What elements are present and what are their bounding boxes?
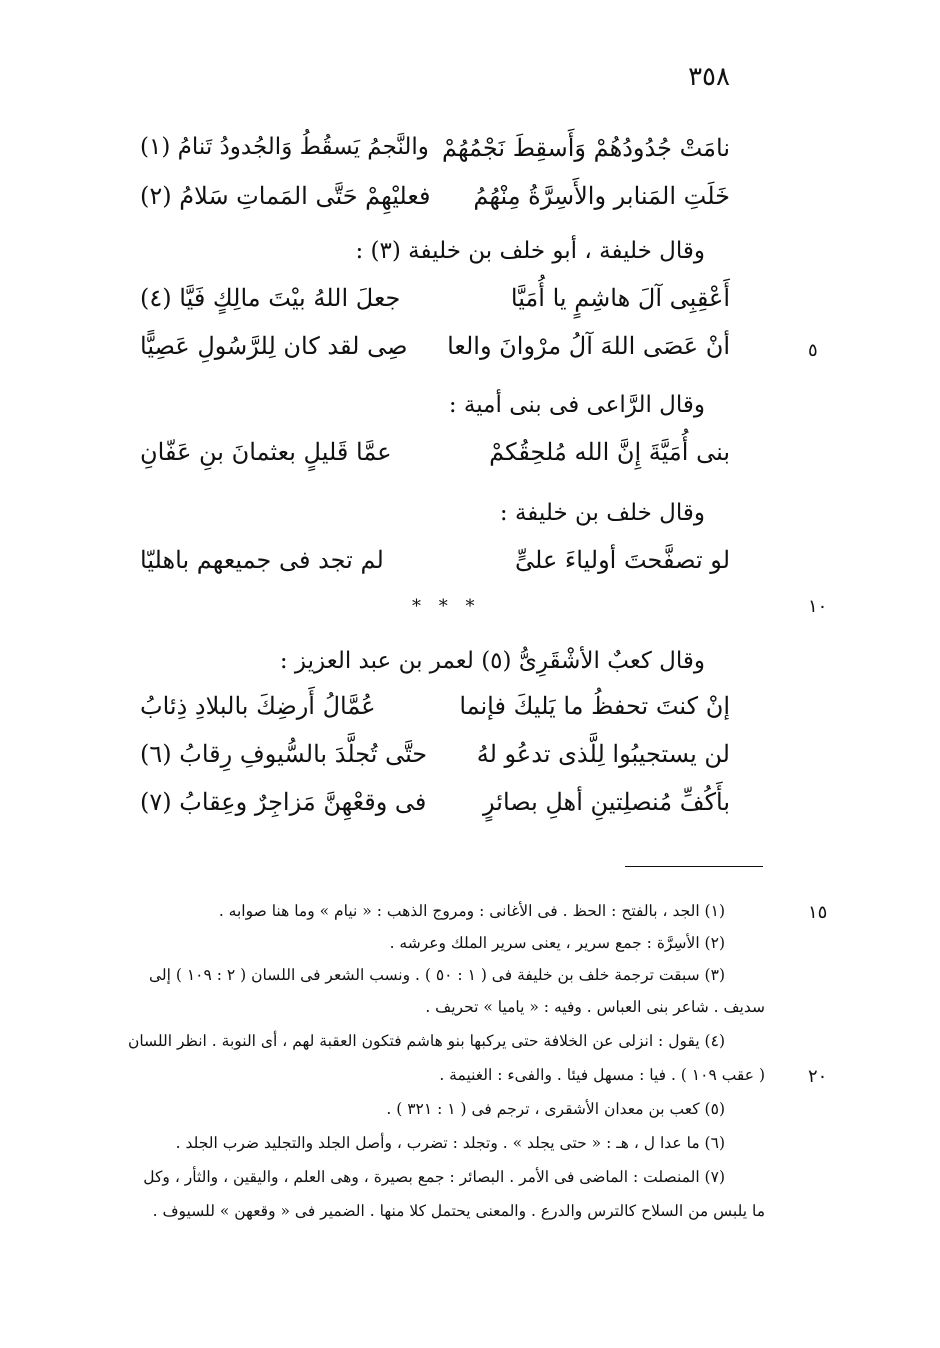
verse-hemistich-second: فعليْهِمْ حَتَّى المَماتِ سَلامُ (٢) [140,182,431,210]
verse-hemistich-first: إنْ كنتَ تحفظُ ما يَليكَ فإنما [459,692,730,720]
footnote: (٦) ما عدا ل ، هـ : « حتى يجلد » . وتجلد : تضرب ، وأصل الجلد والتجليد ضرب الجلد . [175,1134,725,1152]
verse-hemistich-second: صِى لقد كان لِلرَّسُولِ عَصِيًّا [140,332,408,360]
verse-line [140,284,730,330]
footnote-continuation: ما يلبس من السلاح كالترس والدرع . والمعنى يحتمل كلا منها . الضمير فى « وقعهن » للسيوف . [152,1202,765,1220]
verse-line [140,740,730,786]
verse-hemistich-first: أنْ عَصَى اللهَ آلُ مرْوانَ والعا [447,332,730,360]
footnote: (٤) يقول : انزلى عن الخلافة حتى يركبها بنو هاشم فتكون العقبة لهم ، أى النوبة . انظر اللسان [127,1032,725,1050]
verse-hemistich-second: والنَّجمُ يَسقُطُ وَالجُدودُ تَنامُ (١) [140,134,429,160]
verse-hemistich-second: فى وقعْهِنَّ مَزاجِرٌ وعِقابُ (٧) [140,788,427,816]
line-number-margin: ٥ [808,340,818,361]
poem-introduction: وقال الرَّاعى فى بنى أمية : [448,392,705,418]
verse-hemistich-second: حتَّى تُجلَّدَ بالسُّيوفِ رِقابُ (٦) [140,740,428,768]
footnote-continuation: سديف . شاعر بنى العباس . وفيه : « ياميا » تحريف . [425,998,765,1016]
verse-hemistich-second: عُمَّالُ أَرضِكَ بالبلادِ ذِئابُ [140,692,376,720]
verse-line [140,692,730,738]
poem-introduction: وقال خليفة ، أبو خلف بن خليفة (٣) : [355,238,705,264]
verse-line [140,182,730,228]
verse-hemistich-second: لم تجد فى جميعهم باهليّا [140,546,384,574]
verse-line [140,438,730,484]
verse-line [140,332,730,378]
footnote-continuation: ( عقب ١٠٩ ) . فيا : مسهل فيئا . والفىء : الغنيمة . [439,1066,765,1084]
section-separator-stars: * * * [412,596,481,617]
verse-line [140,134,730,180]
verse-hemistich-second: عمَّا قَليلٍ بعثمانَ بنِ عَفّانِ [140,438,392,466]
verse-line [140,546,730,592]
footnote: (٥) كعب بن معدان الأشقرى ، ترجم فى ( ١ : ٣٢١ ) . [386,1100,725,1118]
verse-hemistich-first: نامَتْ جُدُودُهُمْ وَأَسقِطَ نَجْمُهُمْ [441,134,730,162]
verse-hemistich-second: جعلَ اللهُ بيْتَ مالِكٍ فَيَّا (٤) [140,284,401,312]
footnote: (١) الجد ، بالفتح : الحظ . فى الأغانى : ومروج الذهب : « نيام » وما هنا صوابه . [218,902,725,920]
verse-hemistich-first: خَلَتِ المَنابر والأَسِرَّةُ مِنْهُمُ [473,182,730,210]
verse-hemistich-first: لو تصفَّحتَ أولياءَ علىٍّ [515,546,730,574]
footnote: (٧) المنصلت : الماضى فى الأمر . البصائر : جمع بصيرة ، وهى العلم ، واليقين ، والثأر ، وكل [143,1168,725,1186]
poem-introduction: وقال كعبٌ الأشْقَرِىُّ (٥) لعمر بن عبد العزيز : [279,648,705,674]
footnote: (٢) الأسِرَّة : جمع سرير ، يعنى سرير الملك وعرشه . [389,934,725,952]
verse-hemistich-first: لن يستجيبُوا لِلَّذى تدعُو لهُ [476,740,730,768]
verse-hemistich-first: بنى أُمَيَّةَ إِنَّ الله مُلحِقُكمْ [489,438,730,466]
footnote-divider [625,866,763,867]
line-number-margin: ٢٠ [808,1066,828,1087]
page-number: ٣٥٨ [688,62,730,92]
footnote: (٣) سبقت ترجمة خلف بن خليفة فى ( ١ : ٥٠ ) . ونسب الشعر فى اللسان ( ٢ : ١٠٩ ) إلى [149,966,725,984]
poem-introduction: وقال خلف بن خليفة : [499,500,705,526]
verse-line [140,788,730,834]
line-number-margin: ١٥ [808,902,828,923]
line-number-margin: ١٠ [808,596,828,617]
verse-hemistich-first: بأَكُفِّ مُنصلِتينِ أهلِ بصائرٍ [483,788,730,816]
verse-hemistich-first: أَعْقِبِى آلَ هاشِمٍ يا أُمَيَّا [510,284,730,312]
